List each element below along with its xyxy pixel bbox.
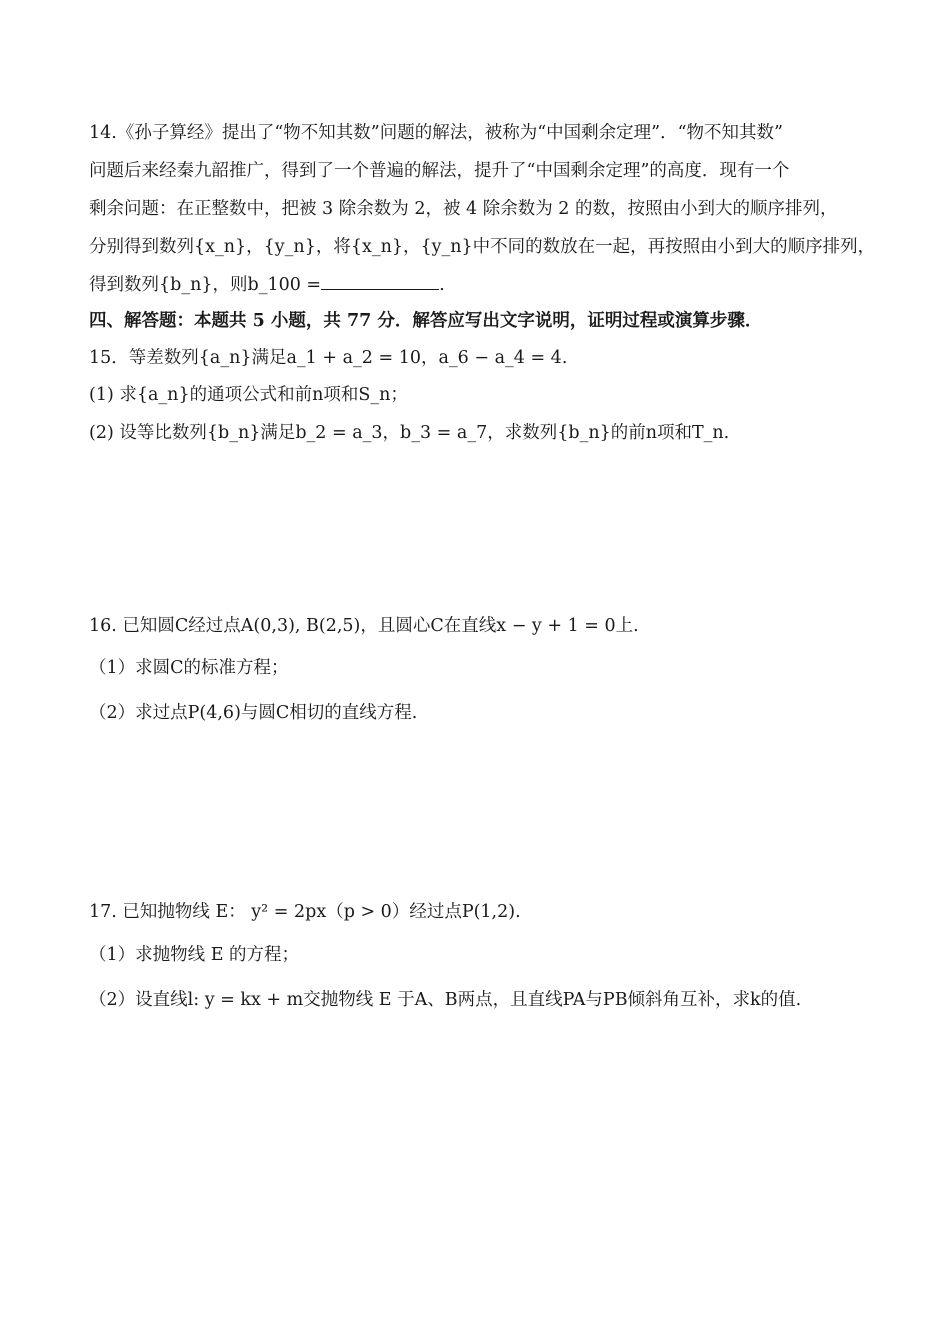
q17-part-1: （1）求抛物线 E 的方程； [89, 945, 300, 965]
q14-line-3: 剩余问题：在正整数中，把被 3 除余数为 2，被 4 除余数为 2 的数，按照由小到大的顺序排列， [89, 199, 838, 219]
q16-part-2: （2）求过点P(4,6)与圆C相切的直线方程. [89, 703, 418, 723]
q15-stem: 15．等差数列{a_n}满足a_1 + a_2 = 10，a_6 − a_4 = 4. [89, 348, 568, 368]
q17-stem: 17. 已知抛物线 E： y² = 2px（p > 0）经过点P(1,2). [89, 902, 521, 922]
q15-part-1: (1) 求{a_n}的通项公式和前n项和S_n； [89, 385, 408, 405]
q14-answer-blank [321, 273, 439, 290]
section-4-heading: 四、解答题：本题共 5 小题，共 77 分．解答应写出文字说明，证明过程或演算步骤． [89, 311, 763, 331]
q14-answer-prompt: 得到数列{b_n}，则b_100 = [89, 275, 322, 295]
q17-part-2: （2）设直线l: y = kx + m交抛物线 E 于A、B两点，且直线PA与PB倾斜角互补，求k的值. [89, 990, 802, 1010]
q14-line-2: 问题后来经秦九韶推广，得到了一个普遍的解法，提升了“中国剩余定理”的高度．现有一个 [89, 161, 790, 181]
q14-line-1: 14.《孙子算经》提出了“物不知其数”问题的解法，被称为“中国剩余定理”．“物不知其数” [89, 123, 784, 143]
q14-line-4: 分别得到数列{x_n}，{y_n}，将{x_n}，{y_n}中不同的数放在一起，再按照由小到大的顺序排列， [89, 237, 876, 257]
q14-period: . [439, 275, 445, 295]
q14-line-5 [89, 273, 445, 297]
q16-stem: 16. 已知圆C经过点A(0,3), B(2,5)，且圆心C在直线x − y + 1 = 0上. [89, 616, 639, 636]
q16-part-1: （1）求圆C的标准方程； [89, 658, 289, 678]
q15-part-2: (2) 设等比数列{b_n}满足b_2 = a_3，b_3 = a_7，求数列{b_n}的前n项和T_n. [89, 423, 730, 443]
